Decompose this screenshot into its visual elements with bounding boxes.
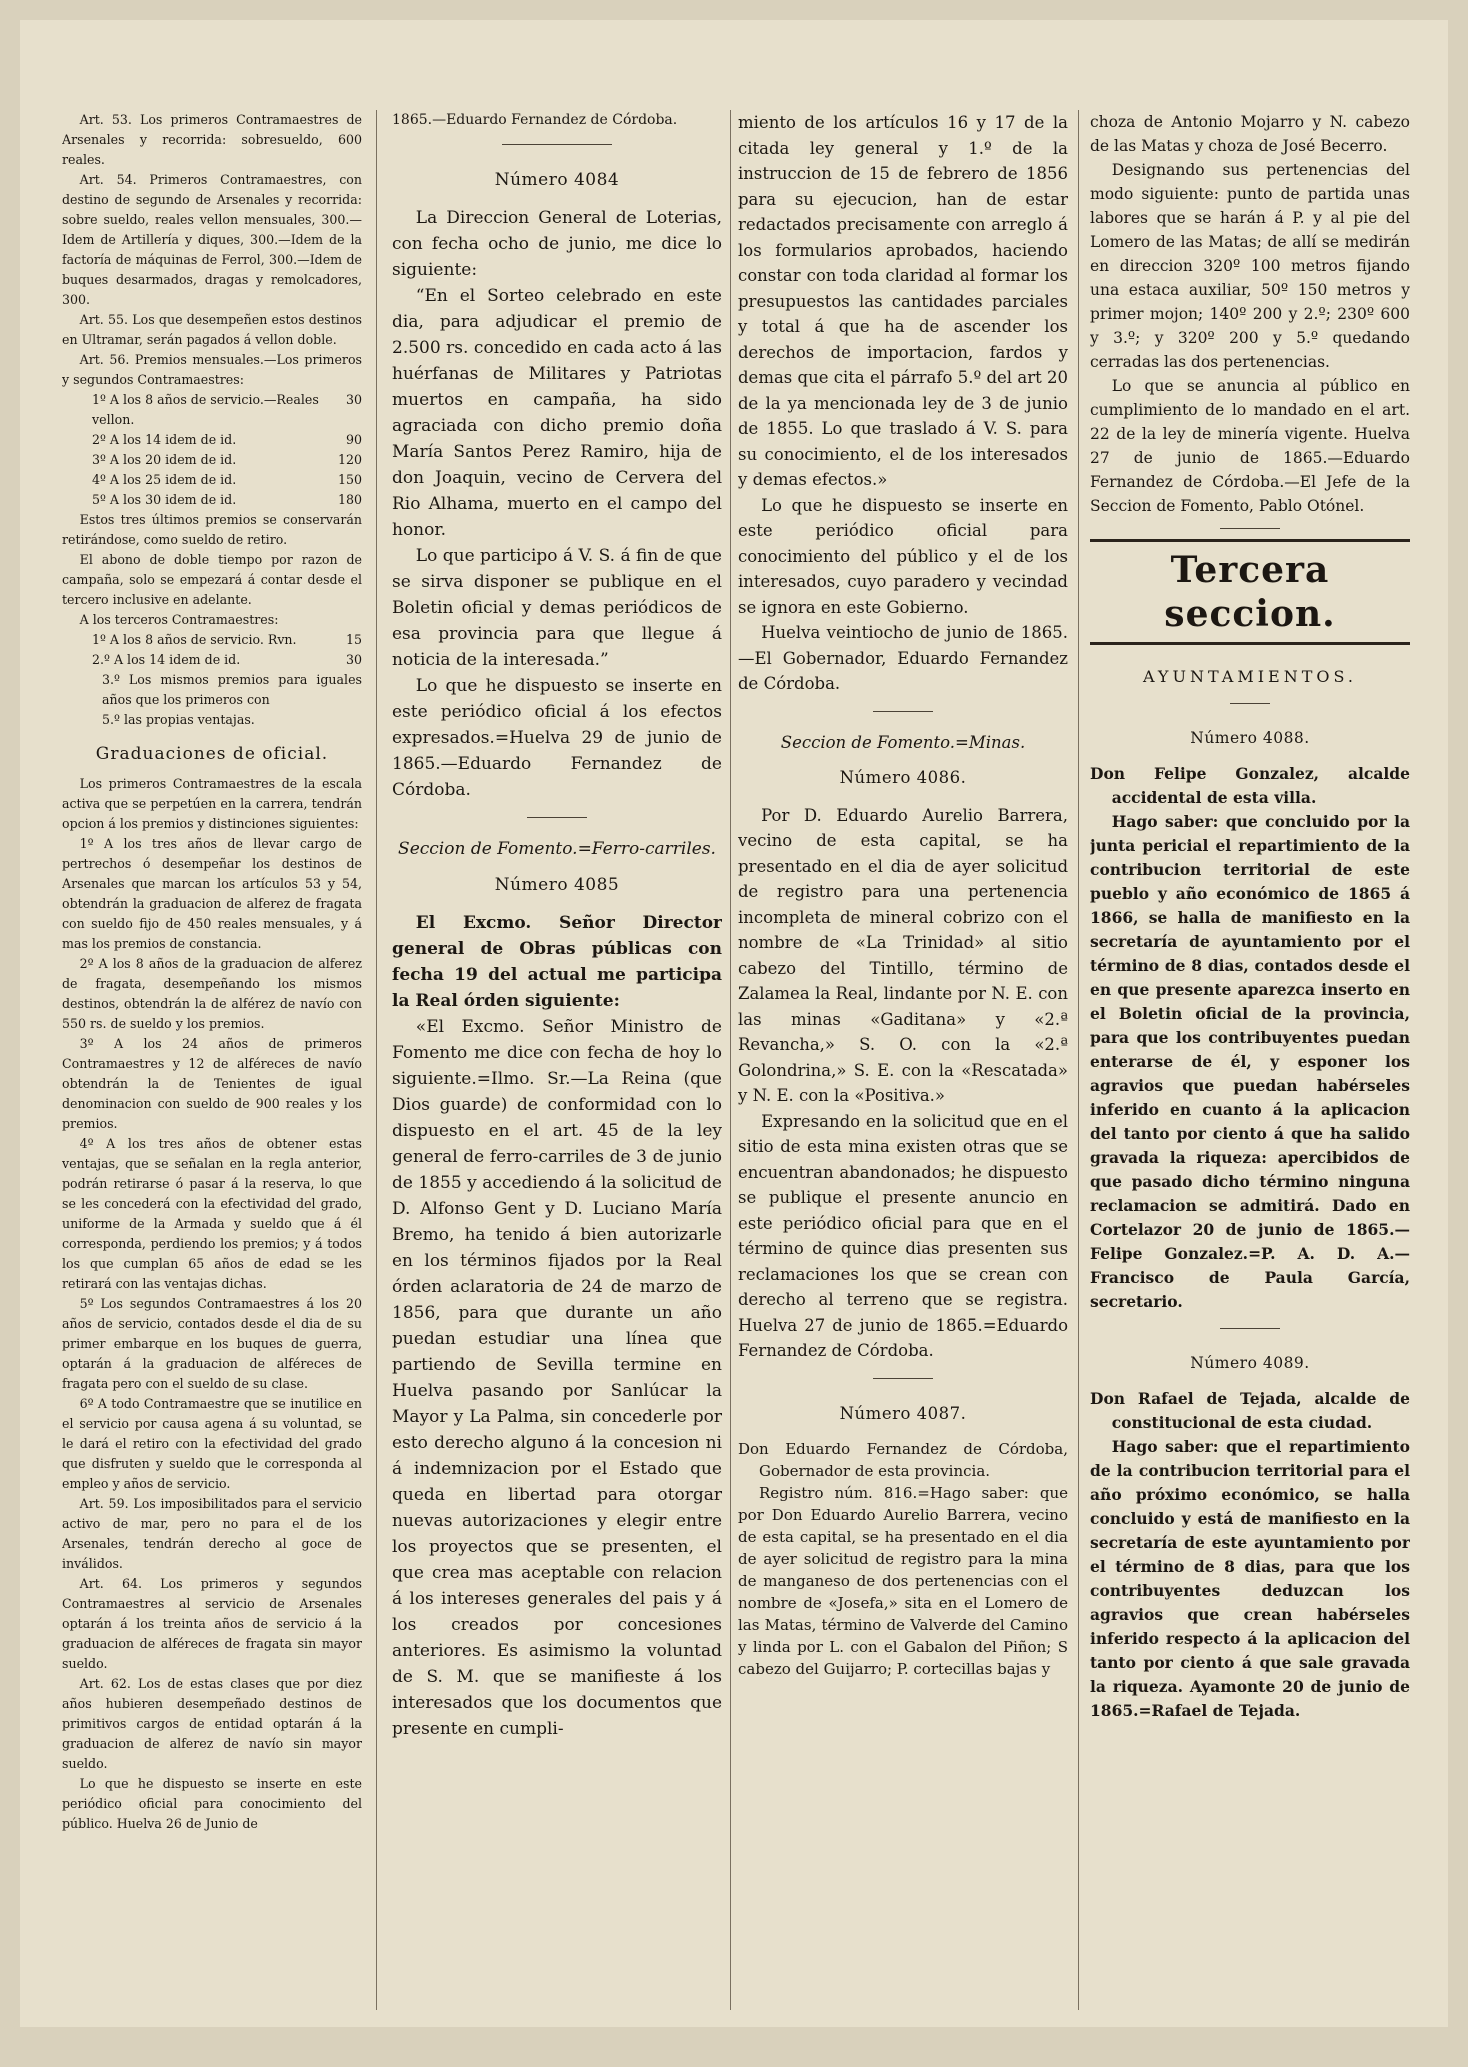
paragraph: 1º A los tres años de llevar cargo de pertrechos ó desempeñar los destinos de Arsenales que marcan los artículos 53 y 54, obtendrán la graduacion de alferez de fragata con sueldo fijo de 450 reales mensuales, y á mas los premios de constancia.: [62, 836, 362, 951]
prize-row: 3º A los 20 idem de id. 120: [92, 452, 362, 467]
paragraph: Don Eduardo Fernandez de Córdoba, Gobernador de esta provincia.: [738, 1440, 1068, 1480]
paragraph: Por D. Eduardo Aurelio Barrera, vecino de esta capital, se ha presentado en el dia de ayer solicitud de registro para una pertenencia incompleta de mineral cobrizo con el nombre de «La Trinidad» al sitio cabezo del Tintillo, término de Zalamea la Real, lindante por N. E. con las minas «Gaditana» y «2.ª Revancha,» S. O. con la «2.ª Golondrina,» S. E. con la «Rescatada» y N. E. con la «Positiva.»: [738, 805, 1068, 1105]
signature: Huelva veintiocho de junio de 1865.—El Gobernador, Eduardo Fernandez de Córdoba.: [738, 623, 1068, 693]
prize-row: 5º A los 30 idem de id. 180: [92, 492, 362, 507]
paragraph: El abono de doble tiempo por razon de campaña, solo se empezará á contar desde el tercero inclusive en adelante.: [62, 552, 362, 607]
article-55: Art. 55. Los que desempeñen estos destinos en Ultramar, serán pagados á vellon doble.: [62, 312, 362, 347]
prize-row: 1º A los 8 años de servicio.—Reales vellon. 30: [92, 392, 362, 427]
heavy-rule: [1090, 539, 1410, 542]
article-53: Art. 53. Los primeros Contramaestres de Arsenales y recorrida: sobresueldo, 600 reales.: [62, 112, 362, 167]
paragraph: A los terceros Contramaestres:: [79, 612, 279, 627]
notice-number: Número 4085: [494, 875, 620, 895]
paragraph: “En el Sorteo celebrado en este dia, para adjudicar el premio de 2.500 rs. concedido en cada acto á las huérfanas de Militares y Patriotas muertos en campaña, ha sido agraciada con dicho premio doña María Santos Perez Ramiro, hija de don Joaquin, vecino de Cervera del Rio Alhama, muerto en el campo del honor.: [392, 286, 722, 540]
paragraph: 3º A los 24 años de primeros Contramaestres y 12 de alféreces de navío obtendrán la de Tenientes de igual denominacion con sueldo de 900 reales y los premios.: [62, 1036, 362, 1131]
article-64: Art. 64. Los primeros y segundos Contramaestres al servicio de Arsenales optarán á los treinta años de servicio á la graduacion de alféreces de fragata sin mayor sueldo.: [62, 1576, 362, 1671]
paragraph: Lo que se anuncia al público en cumplimiento de lo mandado en el art. 22 de la ley de minería vigente. Huelva 27 de junio de 1865.—Eduardo Fernandez de Córdoba.—El Jefe de la Seccion de Fomento, Pablo Otónel.: [1090, 377, 1410, 515]
paragraph: Don Rafael de Tejada, alcalde de constitucional de esta ciudad.: [1090, 1389, 1410, 1432]
separator: [1220, 1328, 1280, 1329]
prize-row: 2º A los 14 idem de id. 90: [92, 432, 362, 447]
paragraph: Lo que he dispuesto se inserte en este periódico oficial á los efectos expresados.=Huelva 29 de junio de 1865.—Eduardo Fernandez de Córdoba.: [392, 676, 722, 800]
separator: [873, 1378, 933, 1379]
paragraph: Lo que he dispuesto se inserte en este periódico oficial para conocimiento del público y el de los interesados, cuyo paradero y vecindad se ignora en este Gobierno.: [738, 495, 1068, 617]
paragraph: 2º A los 8 años de la graduacion de alferez de fragata, desempeñando los mismos destinos, obtendrán la de alférez de navío con 550 rs. de sueldo y los premios.: [62, 956, 362, 1031]
column-rule: [376, 110, 377, 2010]
article-56: Art. 56. Premios mensuales.—Los primeros y segundos Contramaestres:: [62, 352, 362, 387]
column-3: [738, 110, 1068, 2010]
column-rule: [1078, 110, 1079, 2010]
paragraph: «El Excmo. Señor Ministro de Fomento me dice con fecha de hoy lo siguiente.=Ilmo. Sr.—La Reina (que Dios guarde) de conformidad con lo dispuesto en el art. 45 de la ley general de ferro-carriles de 3 de junio de 1855 y accediendo á la solicitud de D. Alfonso Gent y D. Luciano María Bremo, ha tenido á bien autorizarle en los términos fijados por la Real órden aclaratoria de 24 de marzo de 1856, para que durante un año puedan estudiar una línea que partiendo de Sevilla termine en Huelva pasando por Sanlúcar la Mayor y La Palma, sin concederle por esto derecho alguno á la concesion ni á indemnizacion por el Estado que queda en libertad para otorgar nuevas autorizaciones y elegir entre los proyectos que se presenten, el que crea mas aceptable con relacion á los intereses generales del pais y á los creados por concesiones anteriores. Es asimismo la voluntad de S. M. que se manifieste á los interesados que los documentos que presente en cumpli-: [392, 1017, 722, 1739]
column-1: [62, 110, 362, 2010]
paragraph: Hago saber: que concluido por la junta pericial el repartimiento de la contribucion territorial de este pueblo y año económico de 1865 á 1866, se halla de manifiesto en la secretaría de ayuntamiento por el término de 8 dias, contados desde el en que presente aparezca inserto en el Boletin oficial de la provincia, para que los contribuyentes puedan enterarse de él, y esponer los agravios que puedan habérseles inferido en cuanto á la aplicacion del tanto por ciento á que ha salido gravada la riqueza: apercibidos de que pasado dicho término ninguna reclamacion se admitirá. Dado en Cortelazor 20 de junio de 1865.—Felipe Gonzalez.=P. A. D. A.—Francisco de Paula García, secretario.: [1090, 812, 1410, 1311]
signature: 1865.—Eduardo Fernandez de Córdoba.: [392, 112, 678, 128]
separator: [502, 144, 612, 145]
paragraph: 6º A todo Contramaestre que se inutilice en el servicio por causa agena á su voluntad, se le dará el retiro con la efectividad del grado que disfruten y sueldo que le corresponda al empleo y años de servicio.: [62, 1396, 362, 1491]
column-2: [392, 110, 722, 2010]
separator: [527, 817, 587, 818]
paragraph: Los primeros Contramaestres de la escala activa que se perpetúen en la carrera, tendrán opcion á los premios y distinciones siguientes:: [62, 776, 362, 831]
separator: [873, 711, 933, 712]
paragraph: Expresando en la solicitud que en el sitio de esta mina existen otras que se encuentran abandonados; he dispuesto se publique el presente anuncio en este periódico oficial para que en el término de quince dias presenten sus reclamaciones los que se crean con derecho al terreno que se registra. Huelva 27 de junio de 1865.=Eduardo Fernandez de Córdoba.: [738, 1111, 1068, 1360]
section-label: Seccion de Fomento.=Minas.: [780, 732, 1026, 752]
prize-row: 2.º A los 14 idem de id. 30: [92, 652, 362, 667]
paragraph: El Excmo. Señor Director general de Obras públicas con fecha 19 del actual me participa la Real órden siguiente:: [392, 913, 722, 1011]
section-heading: Graduaciones de oficial.: [95, 744, 329, 764]
prize-row: 4º A los 25 idem de id. 150: [92, 472, 362, 487]
notice-number: Número 4087.: [839, 1403, 967, 1423]
separator: [1230, 703, 1270, 704]
newspaper-page: [20, 20, 1448, 2027]
column-4: [1090, 110, 1410, 2010]
notice-number: Número 4088.: [1190, 729, 1310, 747]
article-54: Art. 54. Primeros Contramaestres, con destino de segundo de Arsenales y recorrida: sobre sueldo, reales vellon mensuales, 300.—Idem de Artillería y diques, 300.—Idem de la factoría de máquinas de Ferrol, 300.—Idem de buques desarmados, dragas y remolcadores, 300.: [62, 172, 362, 307]
notice-number: Número 4086.: [839, 768, 967, 787]
notice-number: Número 4084: [494, 170, 620, 190]
paragraph: Designando sus pertenencias del modo siguiente: punto de partida unas labores que se harán á P. y al pie del Lomero de las Matas; de allí se medirán en direccion 320º 100 metros fijando una estaca auxiliar, 50º 150 metros y primer mojon; 140º 200 y 2.º; 230º 600 y 3.º; y 320º 200 y 5.º quedando cerradas las dos pertenencias.: [1090, 161, 1410, 371]
subsection-heading: AYUNTAMIENTOS.: [1143, 667, 1357, 686]
paragraph: miento de los artículos 16 y 17 de la citada ley general y 1.º de la instruccion de 15 de febrero de 1856 para su ejecucion, han de estar redactados precisamente con arreglo á los formularios aprobados, haciendo constar con toda claridad al formar los presupuestos las cantidades parciales y total á que ha de ascender los derechos de importacion, fardos y demas que cita el párrafo 5.º del art 20 de la ya mencionada ley de 3 de junio de 1855. Lo que traslado á V. S. para su conocimiento, el de los interesados y demas efectos.»: [738, 113, 1068, 489]
closing-paragraph: Lo que he dispuesto se inserte en este periódico oficial para conocimiento del público. Huelva 26 de Junio de: [62, 1776, 362, 1831]
article-62: Art. 62. Los de estas clases que por diez años hubieren desempeñado destinos de primitivos cargos de entidad optarán á la graduacion de alferez de navío sin mayor sueldo.: [62, 1676, 362, 1771]
paragraph: 3.º Los mismos premios para iguales años que los primeros con: [102, 672, 362, 707]
separator: [1220, 528, 1280, 529]
paragraph: 4º A los tres años de obtener estas ventajas, que se señalan en la regla anterior, podrán retirarse ó pasar á la reserva, lo que se les concederá con la efectividad del grado, uniforme de la Armada y sueldo que á él corresponda, perdiendo los premios; y á todos los que cumplan 65 años de edad se les retirará con las ventajas dichas.: [62, 1136, 362, 1291]
section-title: Tercera seccion.: [1164, 549, 1336, 635]
paragraph: choza de Antonio Mojarro y N. cabezo de las Matas y choza de José Becerro.: [1090, 113, 1410, 155]
prize-row: 1º A los 8 años de servicio. Rvn. 15: [92, 632, 362, 647]
section-label: Seccion de Fomento.=Ferro-carriles.: [398, 839, 716, 859]
paragraph: Registro núm. 816.=Hago saber: que por Don Eduardo Aurelio Barrera, vecino de esta capital, se ha presentado en el dia de ayer solicitud de registro para la mina de manganeso de dos pertenencias con el nombre de «Josefa,» sita en el Lomero de las Matas, término de Valverde del Camino y linda por L. con el Gabalon del Piñon; S cabezo del Guijarro; P. cortecillas bajas y: [738, 1484, 1068, 1678]
notice-number: Número 4089.: [1190, 1354, 1310, 1372]
paragraph: 5.º las propias ventajas.: [102, 712, 255, 727]
paragraph: Don Felipe Gonzalez, alcalde accidental de esta villa.: [1090, 764, 1410, 807]
paragraph: Estos tres últimos premios se conservarán retirándose, como sueldo de retiro.: [62, 512, 362, 547]
paragraph: La Direccion General de Loterias, con fecha ocho de junio, me dice lo siguiente:: [392, 208, 722, 280]
column-rule: [730, 110, 731, 2010]
paragraph: Hago saber: que el repartimiento de la contribucion territorial para el año próximo económico, se halla concluido y está de manifiesto en la secretaría de este ayuntamiento por el término de 8 dias, para que los contribuyentes deduzcan los agravios que crean habérseles inferido respecto á la aplicacion del tanto por ciento á que sale gravada la riqueza. Ayamonte 20 de junio de 1865.=Rafael de Tejada.: [1090, 1437, 1410, 1720]
paragraph: 5º Los segundos Contramaestres á los 20 años de servicio, contados desde el dia de su primer embarque en los buques de guerra, optarán á la graduacion de alféreces de fragata pero con el sueldo de su clase.: [62, 1296, 362, 1391]
paragraph: Lo que participo á V. S. á fin de que se sirva disponer se publique en el Boletin oficial y demas periódicos de esa provincia para que llegue á noticia de la interesada.”: [392, 546, 722, 670]
article-59: Art. 59. Los imposibilitados para el servicio activo de mar, pero no para el de los Arsenales, tendrán derecho al goce de inválidos.: [62, 1496, 362, 1571]
heavy-rule: [1090, 642, 1410, 645]
